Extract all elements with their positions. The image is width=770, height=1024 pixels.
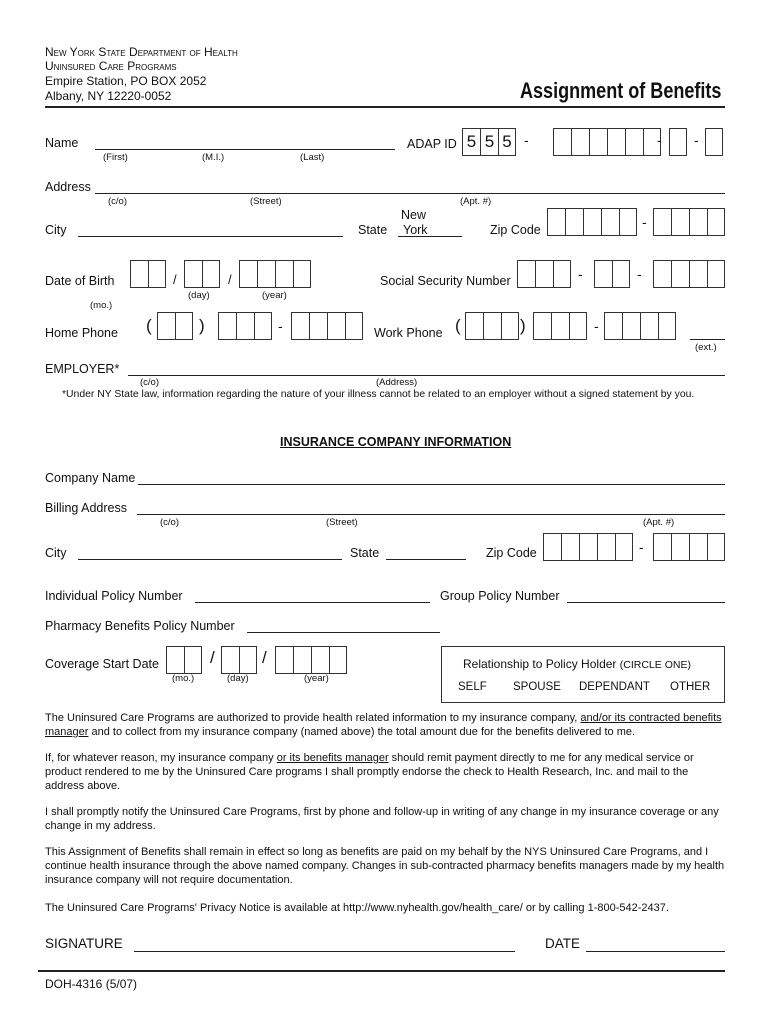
work-phone-number-boxes[interactable]: [604, 312, 676, 340]
employer-address-caption: (Address): [376, 377, 418, 388]
coverage-month-boxes[interactable]: [166, 646, 202, 674]
coverage-start-label: Coverage Start Date: [45, 657, 159, 671]
header-divider: [45, 106, 725, 108]
coverage-year-caption: (year): [304, 673, 329, 684]
relationship-title-text: Relationship to Policy Holder: [463, 657, 617, 671]
zip-label: Zip Code: [490, 223, 541, 237]
adap-id-label: ADAP ID: [407, 137, 457, 151]
p2-underlined: or its benefits manager: [276, 752, 389, 764]
ssn-area-boxes[interactable]: [517, 260, 571, 288]
state-label: State: [358, 223, 388, 237]
coverage-day-boxes[interactable]: [221, 646, 257, 674]
p1-underlined: and/or its contracted benefits manager: [45, 712, 722, 738]
individual-policy-label: Individual Policy Number: [45, 589, 183, 603]
relationship-option-spouse[interactable]: SPOUSE: [513, 681, 561, 693]
signature-field[interactable]: [134, 951, 515, 952]
employer-co-caption: (c/o): [140, 377, 159, 388]
coverage-slash: /: [210, 648, 215, 667]
adap-id-suffix-box[interactable]: [705, 128, 723, 156]
work-phone-label: Work Phone: [374, 326, 443, 340]
date-field[interactable]: [586, 951, 725, 952]
billing-co-caption: (c/o): [160, 517, 179, 528]
coverage-mo-caption: (mo.): [172, 673, 195, 684]
relationship-box: [441, 646, 725, 703]
adap-id-prefix-boxes: [462, 128, 516, 156]
zip-dash: -: [642, 214, 647, 230]
address-street-caption: (Street): [250, 196, 282, 207]
adap-dash: -: [657, 132, 662, 148]
ins-city-label: City: [45, 546, 67, 560]
coverage-slash: /: [262, 648, 267, 667]
home-phone-dash: -: [278, 318, 283, 334]
p2-text-a: If, for whatever reason, my insurance company: [45, 752, 277, 764]
home-phone-exchange-boxes[interactable]: [218, 312, 272, 340]
employer-field[interactable]: [128, 375, 725, 376]
dob-label: Date of Birth: [45, 274, 115, 288]
group-policy-field[interactable]: [567, 602, 725, 603]
program-name: Uninsured Care Programs: [45, 59, 177, 73]
circle-one-caption: (CIRCLE ONE): [619, 659, 691, 671]
employer-label: EMPLOYER*: [45, 362, 120, 376]
state-value-line1: New: [401, 208, 427, 222]
ssn-serial-boxes[interactable]: [653, 260, 725, 288]
p1-text-a: The Uninsured Care Programs are authorized to provide health related information to my insurance company,: [45, 712, 581, 724]
relationship-option-other[interactable]: OTHER: [670, 681, 711, 693]
adap-dash: -: [524, 132, 529, 148]
date-label: DATE: [545, 936, 581, 951]
state-field[interactable]: [398, 236, 462, 237]
dob-day-caption: (day): [188, 290, 210, 301]
ssn-dash: -: [578, 266, 583, 282]
notification-paragraph: I shall promptly notify the Uninsured Care Programs, first by phone and follow-up in writing of any change in my insurance coverage or any change in my address.: [45, 806, 719, 832]
remittance-paragraph: [45, 751, 725, 793]
name-field[interactable]: [95, 149, 395, 150]
address-field[interactable]: [95, 193, 725, 194]
address-apt-caption: (Apt. #): [460, 196, 492, 207]
ins-zip-boxes[interactable]: [543, 533, 633, 561]
ins-state-label: State: [350, 546, 380, 560]
ins-city-field[interactable]: [78, 559, 342, 560]
name-first-caption: (First): [103, 152, 128, 163]
address-co-caption: (c/o): [108, 196, 127, 207]
effect-paragraph: This Assignment of Benefits shall remain in effect so long as benefits are paid on my behalf by the NYS Uninsured Care Programs, and I continue health insurance through the above named company. Changes in sub-contracted pharmacy benefits managers made by my health insurance company will not require documentation.: [45, 846, 725, 886]
ssn-dash: -: [637, 266, 642, 282]
coverage-year-boxes[interactable]: [275, 646, 347, 674]
home-phone-close-paren: ): [199, 316, 205, 335]
ext-caption: (ext.): [695, 342, 717, 353]
form-title: Assignment of Benefits: [520, 78, 722, 103]
work-phone-ext-field[interactable]: [690, 339, 725, 340]
individual-policy-field[interactable]: [195, 602, 430, 603]
name-mi-caption: (M.I.): [202, 152, 225, 163]
form-number: DOH-4316 (5/07): [45, 977, 138, 991]
work-phone-dash: -: [594, 318, 599, 334]
relationship-option-self[interactable]: SELF: [458, 681, 487, 693]
name-label: Name: [45, 136, 79, 150]
adap-dash: -: [694, 132, 699, 148]
dob-year-caption: (year): [262, 290, 287, 301]
agency-address-line1: Empire Station, PO BOX 2052: [45, 74, 207, 88]
agency-name: New York State Department of Health: [45, 45, 238, 59]
adap-id-middle-boxes[interactable]: [553, 128, 661, 156]
dob-slash: /: [173, 272, 177, 287]
relationship-title: [463, 657, 691, 671]
ins-zip-label: Zip Code: [486, 546, 537, 560]
home-phone-number-boxes[interactable]: [291, 312, 363, 340]
pharmacy-policy-label: Pharmacy Benefits Policy Number: [45, 619, 235, 633]
group-policy-label: Group Policy Number: [440, 589, 560, 603]
city-label: City: [45, 223, 67, 237]
dob-year-boxes[interactable]: [239, 260, 311, 288]
ssn-group-boxes[interactable]: [594, 260, 630, 288]
address-label: Address: [45, 180, 91, 194]
coverage-day-caption: (day): [227, 673, 249, 684]
signature-label: SIGNATURE: [45, 936, 123, 951]
work-phone-area-boxes[interactable]: [465, 312, 519, 340]
privacy-notice-paragraph: The Uninsured Care Programs' Privacy Notice is available at http://www.nyhealth.gov/health_care/ or by calling 1-800-542-2437.: [45, 902, 669, 914]
adap-id-check-box[interactable]: [669, 128, 687, 156]
p2-text-b: should remit payment directly to me for any medical service or product rendered to me by the Uninsured Care programs I shall promptly endorse the check to Health Research, Inc. and mail to the address above.: [45, 752, 694, 792]
dob-mo-caption: (mo.): [90, 300, 113, 311]
company-name-label: Company Name: [45, 471, 136, 485]
billing-street-caption: (Street): [326, 517, 358, 528]
billing-address-field[interactable]: [137, 514, 725, 515]
employer-note: *Under NY State law, information regarding the nature of your illness cannot be related to an employer without a signed statement by you.: [62, 389, 695, 400]
dob-day-boxes[interactable]: [184, 260, 220, 288]
ssn-label: Social Security Number: [380, 274, 511, 288]
relationship-option-dependant[interactable]: DEPENDANT: [579, 681, 650, 693]
insurance-section-title: INSURANCE COMPANY INFORMATION: [280, 435, 512, 449]
adap-digit-box: 5: [498, 128, 516, 156]
zip-plus4-boxes[interactable]: [653, 208, 725, 236]
city-field[interactable]: [78, 236, 343, 237]
home-phone-open-paren: (: [146, 316, 152, 335]
agency-address-line2: Albany, NY 12220-0052: [45, 89, 172, 103]
billing-apt-caption: (Apt. #): [643, 517, 675, 528]
zip-boxes[interactable]: [547, 208, 637, 236]
state-value-line2: York: [403, 223, 428, 237]
authorization-paragraph: [45, 711, 725, 739]
adap-digit-box: 5: [462, 128, 480, 156]
work-phone-close-paren: ): [520, 316, 526, 335]
dob-month-boxes[interactable]: [130, 260, 166, 288]
work-phone-open-paren: (: [455, 316, 461, 335]
ins-state-field[interactable]: [386, 559, 466, 560]
ins-zip-dash: -: [639, 539, 644, 555]
footer-divider: [38, 970, 725, 972]
p1-text-b: and to collect from my insurance company (named above) the total amount due for the benefits delivered to me.: [88, 726, 636, 738]
adap-digit-box: 5: [480, 128, 498, 156]
work-phone-exchange-boxes[interactable]: [533, 312, 587, 340]
billing-address-label: Billing Address: [45, 501, 127, 515]
dob-slash: /: [228, 272, 232, 287]
home-phone-label: Home Phone: [45, 326, 118, 340]
name-last-caption: (Last): [300, 152, 325, 163]
ins-zip-plus4-boxes[interactable]: [653, 533, 725, 561]
home-phone-area-boxes[interactable]: [157, 312, 193, 340]
pharmacy-policy-field[interactable]: [247, 632, 440, 633]
company-name-field[interactable]: [138, 484, 725, 485]
